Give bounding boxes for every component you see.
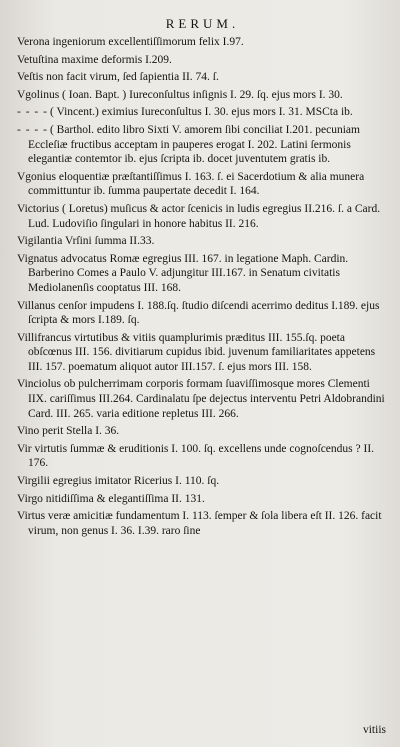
index-entry: Virgo nitidiſſima & elegantiſſima II. 131. (17, 492, 205, 505)
index-subentry (17, 123, 388, 167)
index-entry: Vgonius eloquentiæ præſtantiſſimus I. 163. ſ. ei Sacerdotium & alia munera committuntur ib. ſumma paupertate decedit I. 164. (17, 170, 365, 198)
index-entry: Victorius ( Loretus) muſicus & actor ſcenicis in ludis egregius II.216. ſ. a Card. Lud. Ludoviſio ſingulari in honore habitus II. 216. (17, 202, 381, 230)
running-head: RERUM. (165, 16, 240, 31)
index-entry: Vinciolus ob pulcherrimam corporis formam ſuaviſſimosque mores Clementi IIX. cariſſimus III.264. Cardinalatu ſpe dejectus interventu Petri Aldobrandini Card. III. 265. varia editione repletus III. 266. (17, 378, 385, 420)
index-entries (17, 35, 388, 538)
index-entry-text: ( Barthol. edito libro Sixti V. amorem ſibi conciliat I.201. pecuniam Eccleſiæ fructibus acceptam in pauperes erogat I. 202. Latini ſermonis elegantiæ contemtor ib. ejus ſcripta ib. docet juventutem gratis ib. (28, 123, 360, 166)
index-entry: Vigilantia Vrſini ſumma II.33. (17, 235, 155, 248)
index-entry: Vgolinus ( Ioan. Bapt. ) Iureconſultus inſignis I. 29. ſq. ejus mors I. 30. (17, 88, 343, 101)
index-entry: Vir virtutis ſummæ & eruditionis I. 100. ſq. excellens unde cognoſcendus ? II. 176. (17, 442, 375, 470)
index-entry: Veſtis non facit virum, ſed ſapientia II. 74. ſ. (17, 71, 219, 84)
ditto-dash: - - - - (17, 123, 48, 136)
index-entry: Virtus veræ amicitiæ fundamentum I. 113. ſemper & ſola libera eſt II. 126. facit virum, non genus I. 36. I.39. raro ſine (17, 510, 382, 537)
index-entry: Vignatus advocatus Romæ egregius III. 167. in legatione Maph. Cardin. Barberino Comes a Paulo V. adjungitur III.167. in Senatum civitatis Mediolanenſis cooptatus III. 168. (17, 252, 349, 294)
index-entry: Verona ingeniorum excellentiſſimorum felix I.97. (17, 36, 244, 48)
catchword: vitiis (362, 724, 386, 736)
index-entry: Virgilii egregius imitator Ricerius I. 110. ſq. (17, 475, 220, 488)
index-entry: Vetuſtina maxime deformis I.209. (17, 53, 172, 66)
index-subentry (17, 105, 388, 120)
index-entry-text: ( Vincent.) eximius Iureconſultus I. 30. ejus mors I. 31. MSCta ib. (49, 106, 353, 119)
index-entry: Villanus cenſor impudens I. 188.ſq. ſtudio diſcendi acerrimo deditus I.189. ejus ſcripta & mors I.189. ſq. (17, 299, 380, 327)
index-entry: Vino perit Stella I. 36. (17, 425, 120, 438)
ditto-dash: - - - - (17, 106, 48, 119)
index-entry: Villifrancus virtutibus & vitiis quamplurimis præditus III. 155.ſq. poeta obſcœnus III. 156. divitiarum cupidus ibid. juvenum familiaritates appetens III. 157. poematum aliquot autor III.157. ſ. ejus mors III. 158. (17, 331, 376, 373)
